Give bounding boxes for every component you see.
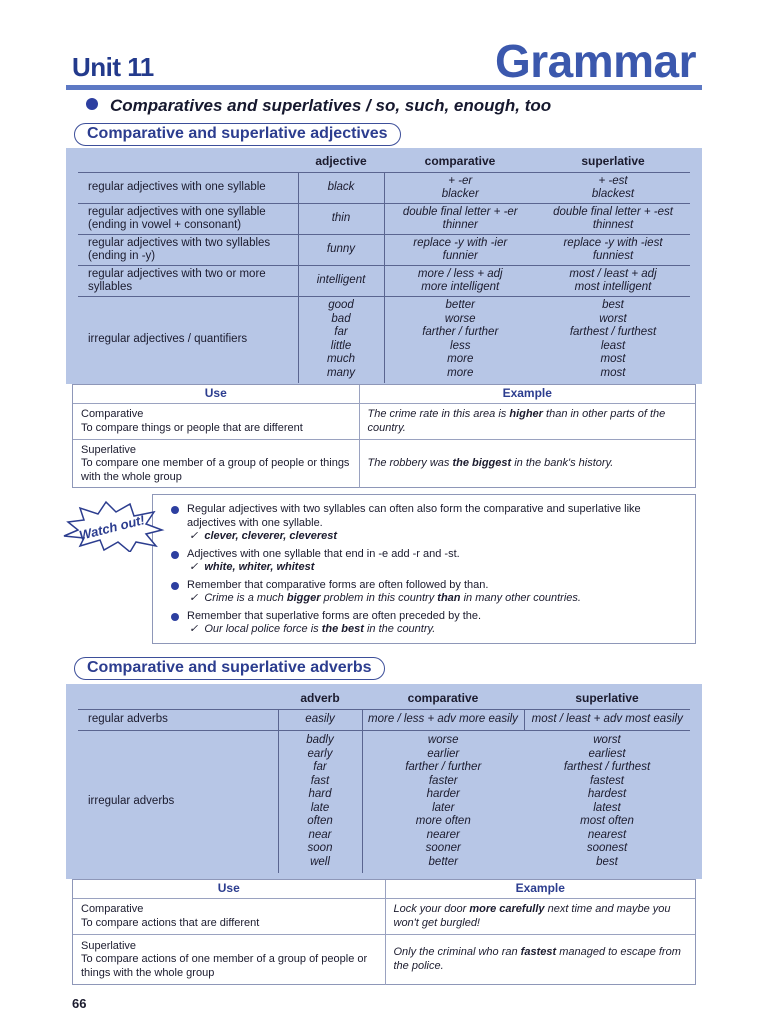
comparative-example: later	[432, 801, 455, 814]
adverb-cell: well	[310, 855, 330, 868]
superlative-example: worst	[599, 312, 627, 325]
comparative-example: more intelligent	[421, 281, 500, 293]
table-row	[78, 173, 690, 204]
superlative-rule: most / least + adv most easily	[524, 710, 690, 731]
watch-out-badge	[58, 500, 166, 552]
use-description: To compare actions that are different	[81, 916, 260, 929]
adjectives-table	[78, 151, 690, 383]
row-label: regular adjectives with one syllable (ending in vowel + consonant)	[78, 204, 298, 235]
superlative-example: hardest	[587, 788, 627, 801]
superlative-example: most intelligent	[574, 281, 652, 293]
col-header-comparative: comparative	[424, 153, 496, 168]
tip-text: Adjectives with one syllable that end in -e add -r and -st.	[187, 547, 460, 560]
comparative-example: more	[447, 353, 474, 366]
comparative-example: thinner	[442, 219, 478, 231]
tip-text: Remember that superlative forms are often preceded by the.	[187, 609, 482, 622]
watch-out-box	[152, 494, 696, 644]
use-description: To compare actions of one member of a group of people or things with the whole group	[81, 953, 368, 979]
bullet-icon	[171, 613, 179, 621]
table-row	[78, 731, 690, 873]
list-item	[169, 610, 689, 637]
comparative-example: blacker	[441, 188, 479, 200]
superlative-rule: + -est	[598, 174, 628, 187]
comparative-rule: + -er	[448, 174, 473, 187]
superlative-example: farthest / furthest	[563, 761, 651, 774]
row-label: irregular adjectives / quantifiers	[78, 297, 298, 383]
tip-text: Regular adjectives with two syllables can often also form the comparative and superlative like adjectives with one syllable.	[187, 503, 641, 529]
use-title: Superlative	[81, 443, 137, 456]
superlative-example: latest	[593, 801, 621, 814]
example-text: The robbery was the biggest in the bank's history.	[359, 440, 695, 488]
topic-heading	[86, 96, 551, 116]
use-title: Comparative	[81, 903, 144, 915]
row-label: regular adverbs	[78, 710, 278, 731]
tip-example: ✓ Our local police force is the best in the country.	[189, 623, 436, 635]
superlative-rule: double final letter + -est	[553, 205, 673, 218]
page-number: 66	[72, 996, 87, 1011]
tip-text: Remember that comparative forms are often followed by than.	[187, 578, 489, 591]
comparative-example: more often	[415, 815, 471, 828]
superlative-example: funniest	[592, 250, 634, 262]
comparative-example: harder	[426, 788, 460, 801]
comparative-example: worse	[444, 312, 476, 325]
example-header: Example	[385, 880, 695, 899]
superlative-example: most	[600, 353, 626, 366]
adverb-cell: easily	[278, 710, 362, 731]
adjective-cell: funny	[298, 235, 384, 266]
comparative-example: better	[428, 855, 458, 868]
comparative-rule: more / less + adj	[417, 267, 503, 280]
comparative-example: funnier	[442, 250, 478, 262]
comparative-rule: replace -y with -ier	[413, 236, 508, 249]
tip-example: ✓ white, whiter, whitest	[189, 561, 315, 573]
superlative-example: nearest	[587, 828, 627, 841]
superlative-example: least	[600, 339, 626, 352]
adverb-cell: far	[313, 761, 327, 774]
adjective-cell: much	[326, 353, 356, 366]
comparative-rule: more / less + adv more easily	[362, 710, 524, 731]
use-header: Use	[204, 386, 227, 401]
example-text: The crime rate in this area is higher than in other parts of the country.	[359, 404, 695, 440]
adverb-cell: often	[307, 815, 333, 828]
bullet-icon	[171, 506, 179, 514]
table-row	[78, 266, 690, 297]
superlative-example: farthest / furthest	[569, 326, 657, 339]
table-row	[78, 297, 690, 383]
list-item	[169, 503, 689, 544]
watch-out-label: Watch out!	[77, 512, 147, 543]
adverb-cell: late	[310, 801, 330, 814]
list-item	[169, 579, 689, 606]
page-title: Grammar	[494, 35, 696, 87]
adjective-cell: little	[330, 339, 352, 352]
superlative-example: blackest	[591, 188, 635, 200]
col-header-adjective: adjective	[315, 153, 367, 168]
superlative-example: soonest	[586, 842, 628, 855]
superlative-example: most often	[580, 815, 634, 828]
adverb-cell: hard	[308, 788, 332, 801]
topic-text: Comparatives and superlatives / so, such, enough, too	[110, 96, 552, 115]
superlative-example: earliest	[588, 747, 626, 760]
table-row	[78, 204, 690, 235]
comparative-example: farther / further	[422, 326, 499, 339]
bullet-icon	[171, 551, 179, 559]
row-label: regular adjectives with two or more syllables	[78, 266, 298, 297]
example-text: Only the criminal who ran fastest managed to escape from the police.	[385, 935, 695, 985]
adjective-cell: black	[298, 173, 384, 204]
adjectives-use-example	[72, 384, 696, 488]
adjective-cell: far	[334, 326, 348, 339]
comparative-example: faster	[428, 774, 458, 787]
comparative-example: sooner	[425, 842, 461, 855]
row-label: regular adjectives with one syllable	[78, 173, 298, 204]
row-label: irregular adverbs	[78, 731, 278, 873]
table-row	[78, 710, 690, 731]
col-header-comparative: comparative	[407, 690, 479, 705]
comparative-example: more	[447, 366, 474, 379]
bullet-icon	[171, 582, 179, 590]
use-title: Superlative	[81, 939, 137, 952]
unit-label: Unit 11	[72, 52, 154, 82]
superlative-rule: replace -y with -iest	[563, 236, 663, 249]
adjective-cell: many	[326, 366, 356, 379]
tip-example: ✓ clever, cleverer, cleverest	[189, 530, 338, 542]
col-header-superlative: superlative	[581, 153, 645, 168]
superlative-rule: most / least + adj	[569, 267, 657, 280]
table-row	[78, 235, 690, 266]
superlative-example: worst	[593, 734, 621, 747]
bullet-icon	[86, 98, 98, 110]
adverb-cell: soon	[307, 842, 333, 855]
table-row	[73, 440, 695, 488]
section-tab-adjectives: Comparative and superlative adjectives	[74, 123, 401, 146]
superlative-example: thinnest	[592, 219, 634, 231]
adverb-cell: near	[308, 828, 332, 841]
comparative-example: worse	[427, 734, 459, 747]
comparative-example: earlier	[427, 747, 460, 760]
adjective-cell: good	[328, 299, 354, 312]
comparative-example: farther / further	[405, 761, 482, 774]
superlative-example: most	[600, 366, 626, 379]
adjective-cell: thin	[298, 204, 384, 235]
adverbs-table	[78, 688, 690, 873]
use-description: To compare things or people that are different	[81, 421, 303, 434]
superlative-example: fastest	[590, 774, 624, 787]
section-tab-adverbs: Comparative and superlative adverbs	[74, 657, 385, 680]
adverbs-use-example	[72, 879, 696, 985]
tip-example: ✓ Crime is a much bigger problem in this country than in many other countries.	[189, 592, 581, 604]
use-description: To compare one member of a group of people or things with the whole group	[81, 457, 350, 483]
adverbs-table-panel	[66, 684, 702, 879]
comparative-example: better	[445, 299, 475, 312]
col-header-superlative: superlative	[575, 690, 639, 705]
example-header: Example	[359, 385, 695, 404]
col-header-adverb: adverb	[300, 690, 340, 705]
adjective-cell: intelligent	[298, 266, 384, 297]
table-row	[73, 404, 695, 440]
comparative-example: less	[450, 339, 471, 352]
use-title: Comparative	[81, 408, 144, 420]
use-header: Use	[217, 881, 240, 896]
superlative-example: best	[596, 855, 618, 868]
table-row	[73, 935, 695, 985]
table-row	[73, 899, 695, 935]
list-item	[169, 548, 689, 575]
comparative-example: nearer	[426, 828, 460, 841]
comparative-rule: double final letter + -er	[402, 205, 518, 218]
adverb-cell: badly	[306, 734, 334, 747]
adjective-cell: bad	[331, 312, 351, 325]
adverb-cell: fast	[310, 774, 330, 787]
row-label: regular adjectives with two syllables (ending in -y)	[78, 235, 298, 266]
adjectives-table-panel	[66, 148, 702, 384]
superlative-example: best	[602, 299, 624, 312]
example-text: Lock your door more carefully next time and maybe you won't get burgled!	[385, 899, 695, 935]
adverb-cell: early	[307, 747, 333, 760]
